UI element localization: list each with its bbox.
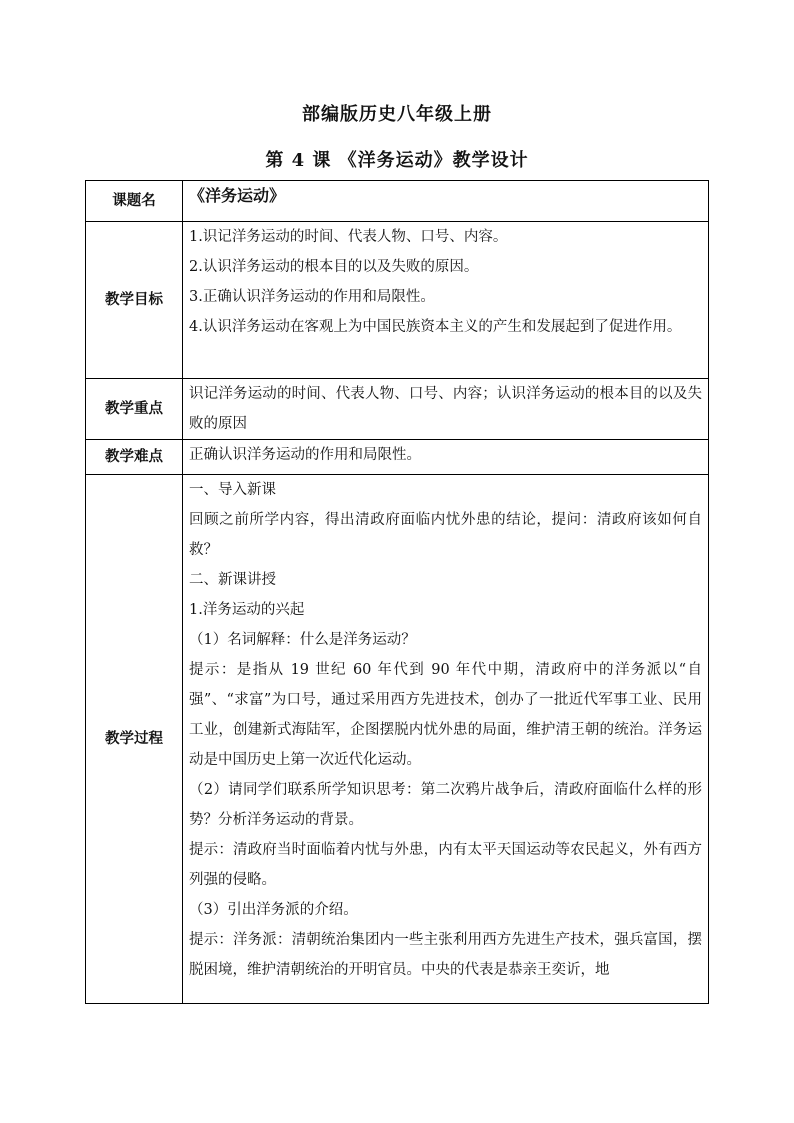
process-paragraph: 1.洋务运动的兴起 bbox=[189, 602, 305, 618]
process-paragraph: 二、新课讲授 bbox=[189, 572, 276, 588]
table-row-key-points bbox=[86, 379, 709, 440]
course-name-cell bbox=[183, 181, 709, 222]
objective-item: 2.认识洋务运动的根本目的以及失败的原因。 bbox=[189, 259, 479, 275]
process-paragraph: （3）引出洋务派的介绍。 bbox=[189, 902, 358, 918]
course-name-label: 课题名 bbox=[86, 181, 183, 222]
difficulties-label: 教学难点 bbox=[86, 440, 183, 475]
difficulties-value: 正确认识洋务运动的作用和局限性。 bbox=[183, 440, 709, 475]
process-paragraph: 提示：是指从 19 世纪 60 年代到 90 年代中期，清政府中的洋务派以“自强”、“求富”为口号，通过采用西方先进技术，创办了一批近代军事工业、民用工业，创建新式海陆军，企图摆脱内忧外患的局面，维护清王朝的统治。洋务运动是中国历史上第一次近代化运动。 bbox=[189, 662, 702, 768]
process-paragraph: （1）名词解释：什么是洋务运动？ bbox=[189, 632, 416, 648]
document-subtitle: 第 4 课 《洋务运动》教学设计 bbox=[265, 150, 529, 171]
process-paragraph: （2）请同学们联系所学知识思考：第二次鸦片战争后，清政府面临什么样的形势？分析洋务运动的背景。 bbox=[189, 782, 702, 828]
objectives-cell bbox=[183, 222, 709, 379]
process-paragraph: 一、导入新课 bbox=[189, 482, 276, 498]
objective-item: 4.认识洋务运动在客观上为中国民族资本主义的产生和发展起到了促进作用。 bbox=[189, 319, 682, 335]
document-title: 部编版历史八年级上册 bbox=[302, 104, 492, 125]
key-points-value: 识记洋务运动的时间、代表人物、口号、内容；认识洋务运动的根本目的以及失败的原因 bbox=[183, 379, 709, 440]
objectives-label: 教学目标 bbox=[86, 222, 183, 379]
process-paragraph: 提示：洋务派：清朝统治集团内一些主张利用西方先进生产技术，强兵富国，摆脱困境，维护清朝统治的开明官员。中央的代表是恭亲王奕䜣，地 bbox=[189, 932, 702, 978]
lesson-plan-table bbox=[85, 180, 709, 1004]
objective-item: 3.正确认识洋务运动的作用和局限性。 bbox=[189, 289, 435, 305]
table-row-course-name bbox=[86, 181, 709, 222]
objective-item: 1.识记洋务运动的时间、代表人物、口号、内容。 bbox=[189, 229, 508, 245]
table-row-objectives bbox=[86, 222, 709, 379]
process-paragraph: 回顾之前所学内容，得出清政府面临内忧外患的结论，提问：清政府该如何自救？ bbox=[189, 512, 702, 558]
table-row-difficulties bbox=[86, 440, 709, 475]
process-cell bbox=[183, 475, 709, 1004]
process-label: 教学过程 bbox=[86, 475, 183, 1004]
table-row-process bbox=[86, 475, 709, 1004]
process-paragraph: 提示：清政府当时面临着内忧与外患，内有太平天国运动等农民起义，外有西方列强的侵略。 bbox=[189, 842, 702, 888]
key-points-label: 教学重点 bbox=[86, 379, 183, 440]
course-name-value: 《洋务运动》 bbox=[189, 186, 286, 205]
